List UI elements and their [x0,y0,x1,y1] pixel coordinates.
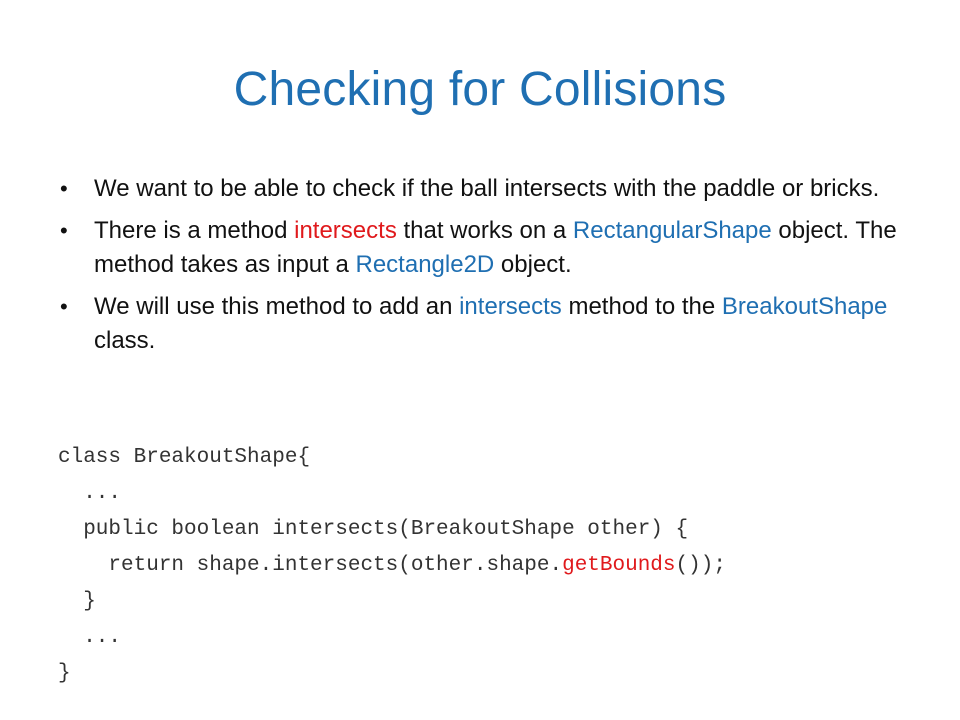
code-text: ()); [675,554,726,577]
code-line-2: ... [58,482,122,505]
bullet-list [60,172,920,366]
bullet-text: There is a method [94,217,295,244]
code-text: return shape.intersects(other.shape. [58,554,563,577]
bullet-item-2 [60,214,920,282]
code-line-3: public boolean intersects(BreakoutShape other) { [58,518,689,541]
bullet-text: object. [494,251,572,278]
highlight-term-intersects: intersects [294,217,397,244]
bullet-text: method to the [561,293,722,320]
code-line-5: } [58,590,96,613]
highlight-term-rectangularshape: RectangularShape [572,217,772,244]
bullet-item-1 [60,172,920,206]
bullet-dot-icon: • [60,218,68,243]
code-method-getbounds: getBounds [562,554,676,577]
bullet-text: We want to be able to check if the ball intersects with the paddle or bricks. [94,175,880,202]
code-block [58,440,726,692]
bullet-text: object. The method takes as input a [94,217,897,278]
bullet-item-3 [60,290,920,358]
code-line-1: class BreakoutShape{ [58,446,311,469]
slide-title: Checking for Collisions [233,63,727,116]
bullet-text: class. [94,327,156,354]
code-line-6: ... [58,626,122,649]
bullet-dot-icon: • [60,294,68,319]
code-line-4 [58,548,726,584]
highlight-term-breakoutshape: BreakoutShape [721,293,888,320]
bullet-text: We will use this method to add an [94,293,460,320]
highlight-term-rectangle2d: Rectangle2D [355,251,495,278]
bullet-dot-icon: • [60,176,68,201]
highlight-term-intersects: intersects [459,293,562,320]
code-line-7: } [58,662,71,685]
bullet-text: that works on a [396,217,573,244]
